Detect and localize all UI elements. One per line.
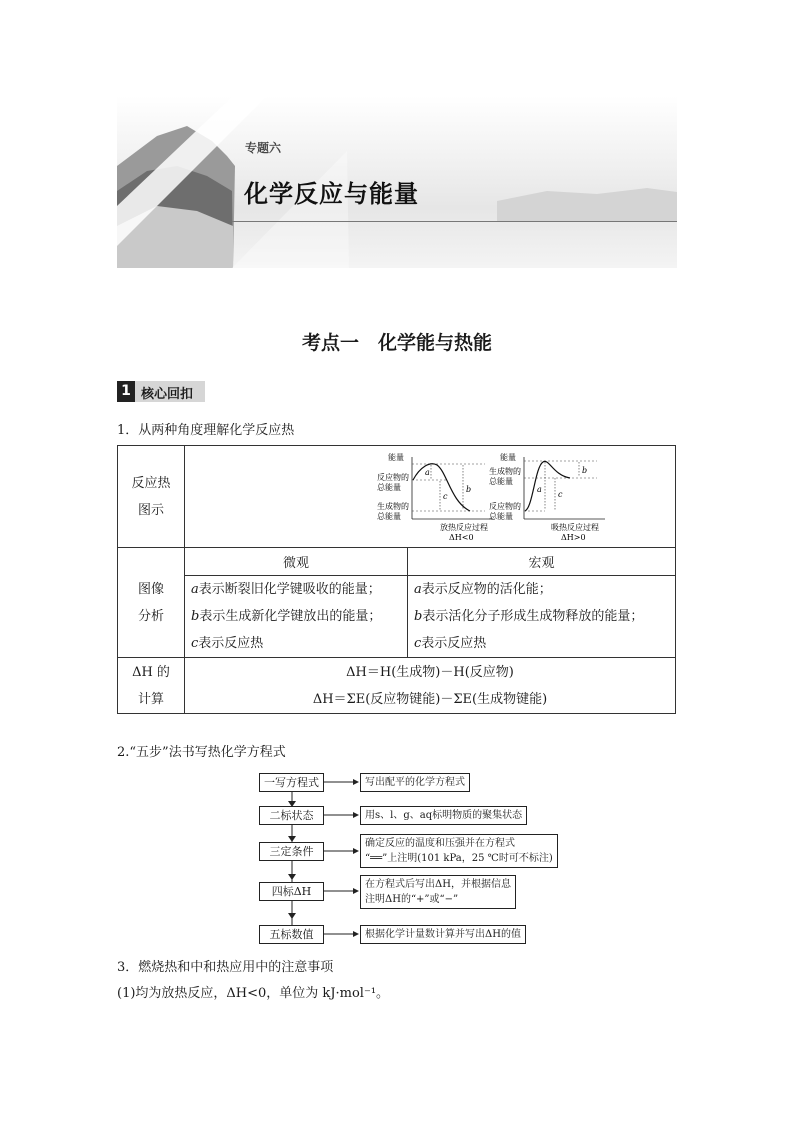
formula-bond-energy: ΔH＝ΣE(反应物键能)－ΣE(生成物键能) [312, 691, 548, 707]
row-label-line: ΔH 的 [132, 664, 170, 680]
endo-y-label: 能量 [500, 452, 516, 462]
energy-diagrams [185, 447, 675, 547]
flow-desc-2 [360, 806, 527, 825]
energy-diagrams-cell [185, 446, 676, 548]
exo-lower-line1: 生成物的 [377, 501, 409, 511]
micro-analysis [185, 576, 408, 658]
flow-step-2: 二标状态 [259, 806, 324, 825]
flow-desc-4 [360, 875, 516, 909]
section-title: 考点一 化学能与热能 [301, 332, 492, 354]
row-label-diagram [118, 446, 185, 548]
flow-desc-3 [360, 834, 558, 868]
delta-h-formulas [185, 658, 676, 714]
exothermic-diagram [377, 452, 493, 542]
endo-lower-line1: 反应物的 [489, 501, 521, 511]
row-label-line: 计算 [137, 691, 164, 707]
formula-enthalpy: ΔH＝H(生成物)－H(反应物) [346, 664, 514, 680]
flow-step-3: 三定条件 [259, 842, 324, 861]
flow-desc-line: “══”上注明(101 kPa，25 ℃时可不标注) [365, 853, 553, 864]
endo-upper-line1: 生成物的 [489, 466, 521, 476]
flow-desc-line: 注明ΔH的“+”或“−” [365, 894, 459, 905]
flow-desc-line: 在方程式后写出ΔH，并根据信息 [365, 879, 511, 890]
endo-label-c: c [558, 489, 563, 499]
endo-caption: 吸热反应过程 [551, 522, 599, 532]
chapter-title: 化学反应与能量 [244, 180, 419, 208]
flow-desc-line: 写出配平的化学方程式 [365, 777, 465, 788]
macro-analysis [408, 576, 676, 658]
flow-desc-line: 根据化学计量数计算并写出ΔH的值 [365, 929, 521, 940]
item-3-heading: 3．燃烧热和中和热应用中的注意事项 [117, 960, 334, 975]
micro-line: a表示断裂旧化学键吸收的能量； [191, 582, 381, 597]
core-number: 1 [117, 381, 135, 402]
endo-upper-line2: 总能量 [489, 476, 513, 486]
series-label: 专题六 [245, 141, 282, 155]
row-label-line: 反应热 [131, 475, 171, 491]
flow-desc-5 [360, 925, 526, 944]
flow-step-5: 五标数值 [259, 925, 324, 944]
core-badge [117, 381, 205, 402]
endo-label-a: a [537, 484, 542, 494]
flow-step-4: 四标ΔH [259, 882, 324, 901]
micro-line: c表示反应热 [191, 636, 264, 651]
flow-step-1: 一写方程式 [259, 773, 324, 792]
macro-line: a表示反应物的活化能； [414, 582, 552, 597]
row-label-calc [118, 658, 185, 714]
row-label-line: 图示 [137, 502, 164, 518]
endothermic-diagram [489, 452, 605, 542]
macro-header: 宏观 [408, 548, 676, 576]
core-label: 核心回扣 [141, 387, 194, 402]
row-label-line: 分析 [137, 608, 164, 624]
macro-line: b表示活化分子形成生成物释放的能量； [414, 609, 644, 624]
item-1-heading: 1．从两种角度理解化学反应热 [117, 423, 295, 438]
micro-line: b表示生成新化学键放出的能量； [191, 609, 382, 624]
exo-label-c: c [443, 491, 448, 501]
row-label-line: 图像 [137, 581, 164, 597]
item-2-heading: 2.“五步”法书写热化学方程式 [117, 745, 286, 760]
exo-delta: ΔH<0 [449, 532, 474, 542]
micro-header: 微观 [185, 548, 408, 576]
endo-delta: ΔH>0 [561, 532, 586, 542]
exo-y-label: 能量 [388, 452, 404, 462]
flow-desc-line: 用s、l、g、aq标明物质的聚集状态 [365, 810, 523, 821]
banner-divider [232, 221, 677, 222]
row-label-analysis [118, 548, 185, 658]
endo-lower-line2: 总能量 [489, 511, 513, 521]
endo-label-b: b [582, 465, 588, 475]
macro-line: c表示反应热 [414, 636, 487, 651]
exo-label-a: a [425, 467, 430, 477]
flow-desc-1 [360, 773, 470, 792]
exo-caption: 放热反应过程 [440, 522, 488, 532]
flow-desc-line: 确定反应的温度和压强并在方程式 [365, 838, 515, 849]
exo-upper-line2: 总能量 [377, 482, 401, 492]
item-3-point-1: (1)均为放热反应，ΔH<0，单位为 kJ·mol⁻¹。 [117, 986, 390, 1001]
exo-lower-line2: 总能量 [377, 511, 401, 521]
reaction-heat-table [117, 445, 676, 714]
exo-upper-line1: 反应物的 [377, 472, 409, 482]
exo-label-b: b [466, 484, 472, 494]
